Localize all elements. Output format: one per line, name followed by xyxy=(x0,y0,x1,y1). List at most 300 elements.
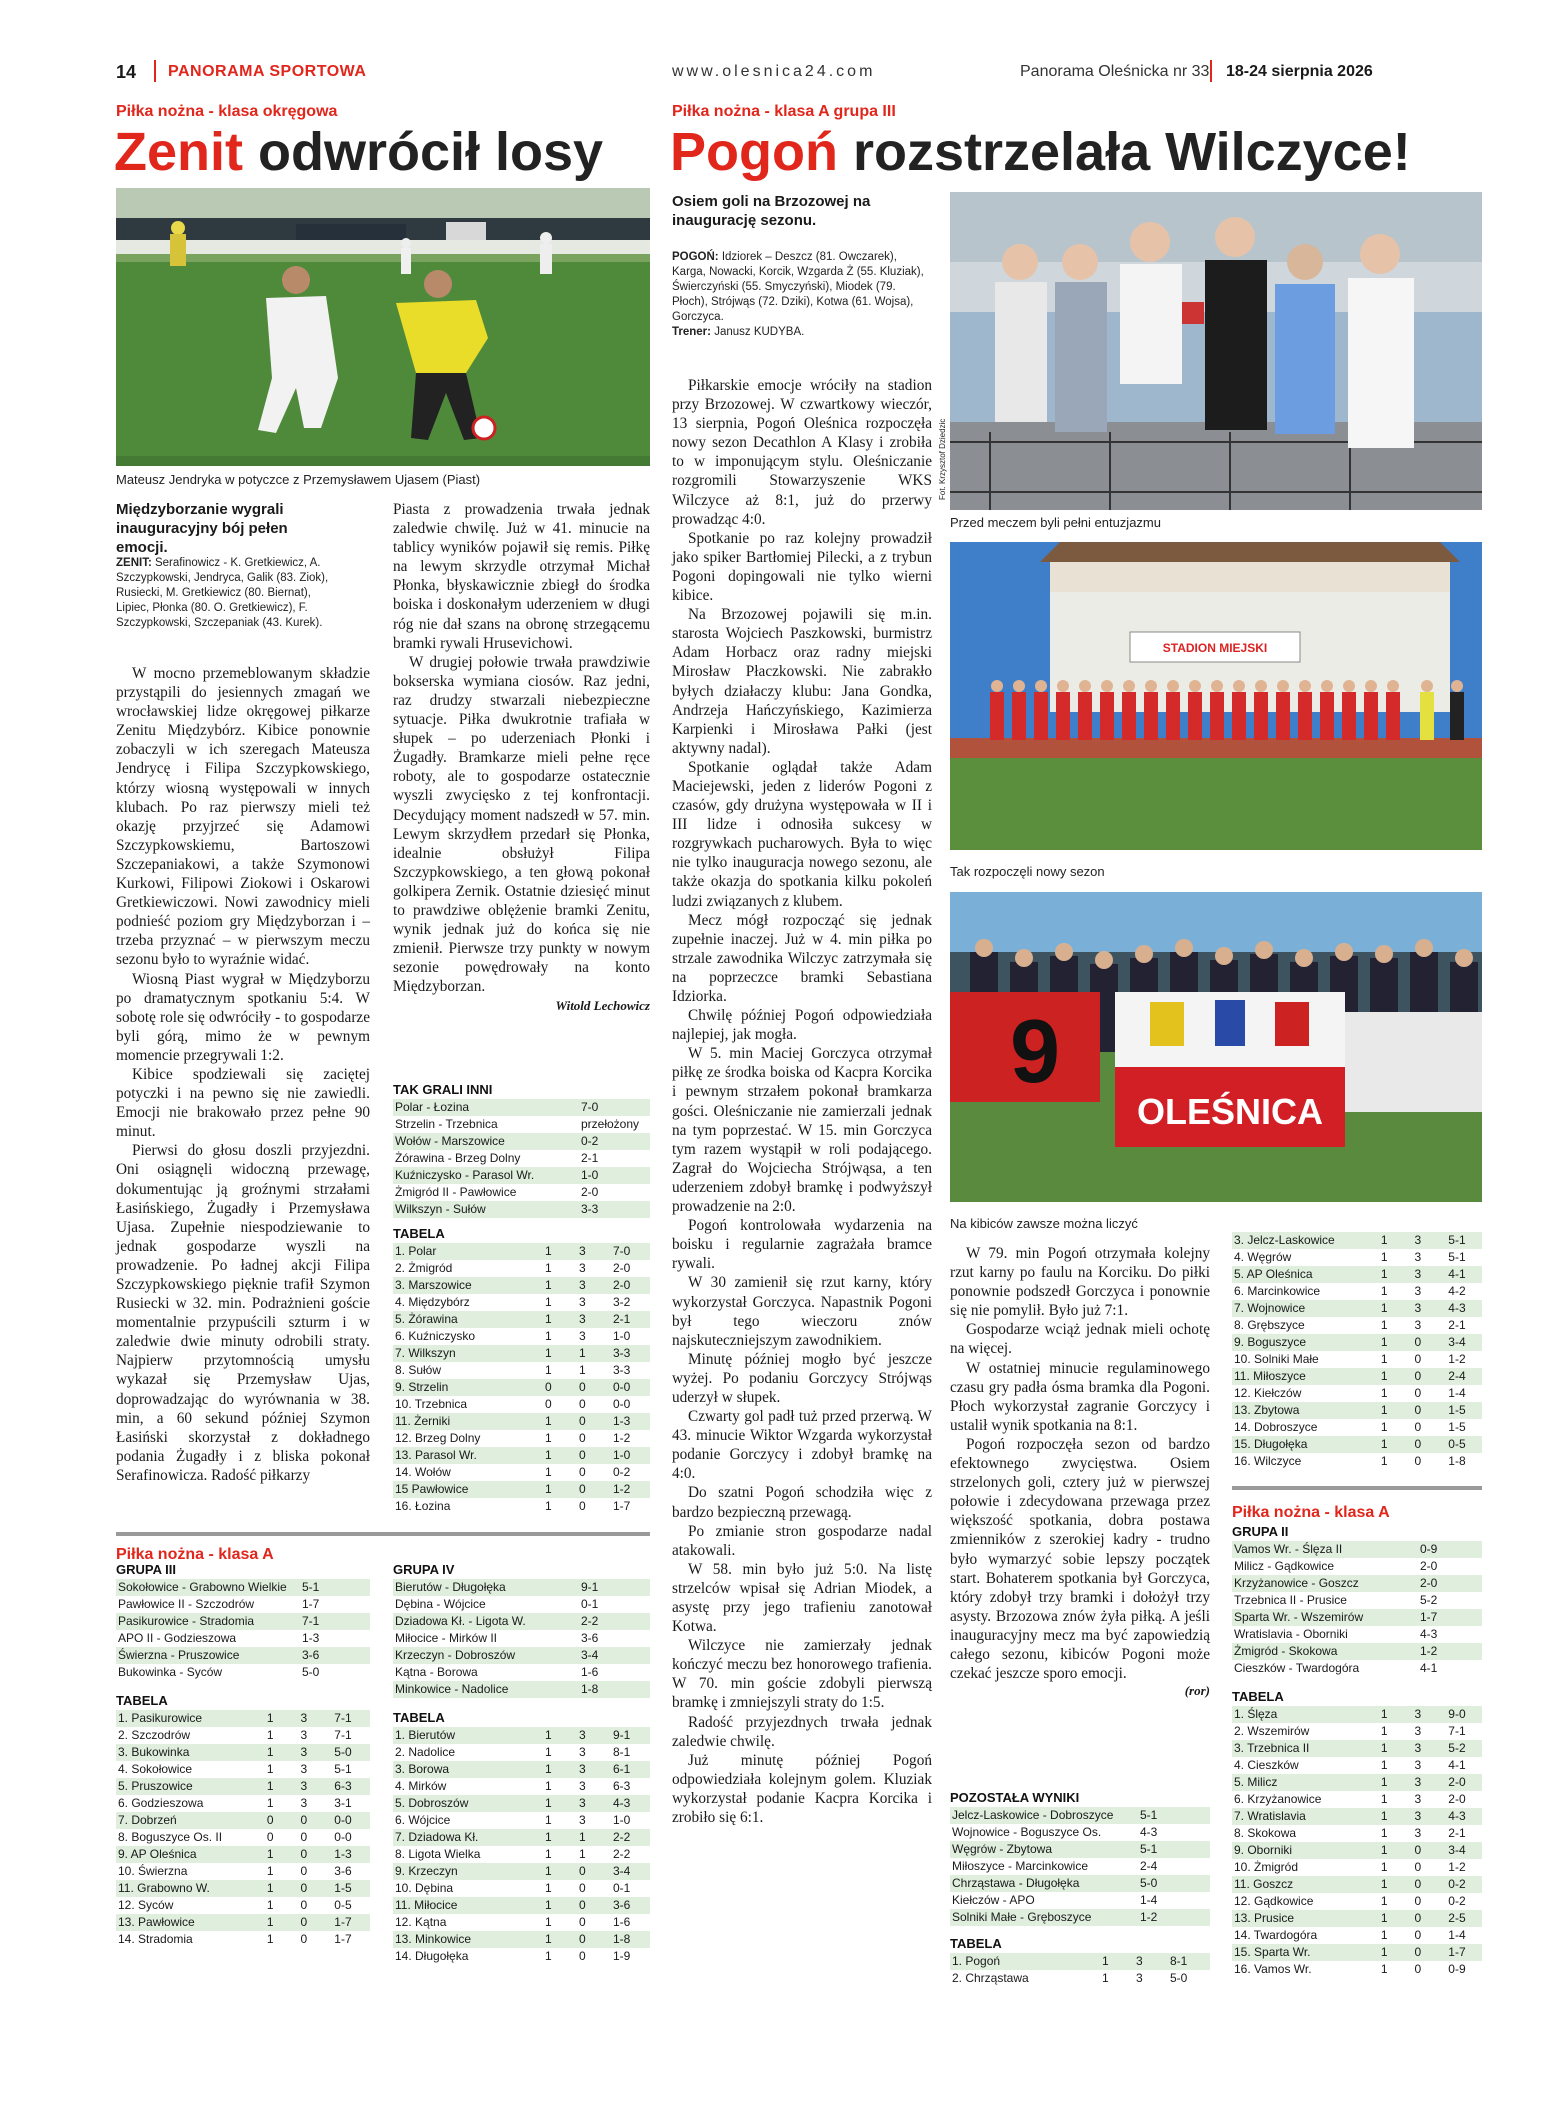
played: 1 xyxy=(545,1312,552,1326)
match: Cieszków - Twardogóra xyxy=(1234,1661,1360,1675)
score: 0-9 xyxy=(1420,1542,1438,1556)
played: 1 xyxy=(1380,1420,1388,1434)
played: 1 xyxy=(1380,1403,1388,1417)
points: 0 xyxy=(300,1830,308,1844)
match: Minkowice - Nadolice xyxy=(395,1682,509,1696)
played: 1 xyxy=(266,1728,274,1742)
points: 0 xyxy=(1414,1335,1422,1349)
points: 3 xyxy=(1414,1741,1422,1755)
table-row xyxy=(393,1328,650,1345)
result-row xyxy=(1232,1575,1482,1592)
result-row xyxy=(950,1892,1210,1909)
team: 5. Żórawina xyxy=(395,1312,458,1326)
match: Sokołowice - Grabowno Wielkie xyxy=(118,1580,287,1594)
goals: 1-8 xyxy=(613,1932,631,1946)
goals: 1-9 xyxy=(613,1949,631,1963)
played: 1 xyxy=(545,1244,552,1258)
match: Vamos Wr. - Ślęza II xyxy=(1234,1542,1343,1556)
table-row xyxy=(1232,1961,1482,1978)
banner-text: OLEŚNICA xyxy=(1136,1091,1324,1132)
points: 3 xyxy=(300,1762,308,1776)
team: 13. Minkowice xyxy=(395,1932,472,1946)
team: 14. Długołęka xyxy=(395,1949,469,1963)
points: 3 xyxy=(579,1728,586,1742)
table-row xyxy=(1232,1859,1482,1876)
points: 0 xyxy=(579,1465,586,1479)
match: Żmigród II - Pawłowice xyxy=(395,1185,517,1199)
table-row xyxy=(393,1744,650,1761)
paragraph: Wiosną Piast wygrał w Międzyborzu po dramatycznym spotkaniu 5:4. W sobotę role się odwróciły - to gospodarze byli górą, mimo że w pewnym momencie przegrywali 1:2. xyxy=(116,970,370,1064)
pogon-headline xyxy=(670,124,1411,180)
points: 3 xyxy=(579,1779,586,1793)
result-row xyxy=(116,1664,370,1681)
match: Pasikurowice - Stradomia xyxy=(118,1614,255,1628)
table-row xyxy=(116,1829,370,1846)
score: 5-1 xyxy=(1140,1842,1158,1856)
pogon-table-cont xyxy=(1232,1232,1482,1470)
goals: 7-1 xyxy=(334,1728,352,1742)
pogon-table-title: TABELA xyxy=(950,1936,1002,1951)
goals: 3-3 xyxy=(613,1346,631,1360)
points: 0 xyxy=(579,1881,586,1895)
result-row xyxy=(393,1647,650,1664)
team: 8. Skokowa xyxy=(1234,1826,1297,1840)
points: 0 xyxy=(579,1915,586,1929)
result-row xyxy=(1232,1626,1482,1643)
table-row xyxy=(116,1744,370,1761)
match: Świerzna - Pruszowice xyxy=(118,1648,240,1662)
table-row xyxy=(1232,1944,1482,1961)
team: 14. Wołów xyxy=(395,1465,451,1479)
result-row xyxy=(393,1167,650,1184)
points: 1 xyxy=(579,1363,586,1377)
played: 1 xyxy=(545,1482,552,1496)
played: 1 xyxy=(1380,1724,1388,1738)
table-row xyxy=(393,1948,650,1965)
goals: 2-0 xyxy=(613,1278,631,1292)
goals: 1-2 xyxy=(613,1431,631,1445)
score: 1-0 xyxy=(581,1168,599,1182)
played: 1 xyxy=(1380,1962,1388,1976)
results-title: TAK GRALI INNI xyxy=(393,1082,493,1097)
table-row xyxy=(1232,1402,1482,1419)
table-row xyxy=(393,1812,650,1829)
goals: 4-1 xyxy=(1448,1267,1466,1281)
score: 4-3 xyxy=(1140,1825,1158,1839)
points: 0 xyxy=(1414,1843,1422,1857)
table-row xyxy=(393,1914,650,1931)
score: 3-6 xyxy=(302,1648,320,1662)
table-row xyxy=(950,1970,1210,1987)
result-row xyxy=(950,1841,1210,1858)
points: 3 xyxy=(579,1261,586,1275)
points: 0 xyxy=(300,1813,308,1827)
match: Krzeczyn - Dobroszów xyxy=(395,1648,516,1662)
page-header xyxy=(116,58,1441,88)
played: 1 xyxy=(545,1779,552,1793)
points: 3 xyxy=(579,1312,586,1326)
result-row xyxy=(393,1596,650,1613)
played: 1 xyxy=(1380,1877,1388,1891)
played: 1 xyxy=(545,1881,552,1895)
played: 1 xyxy=(545,1864,552,1878)
goals: 1-0 xyxy=(613,1329,631,1343)
table-row xyxy=(116,1761,370,1778)
team: 10. Żmigród xyxy=(1234,1860,1299,1874)
played: 1 xyxy=(545,1448,552,1462)
points: 0 xyxy=(579,1932,586,1946)
played: 1 xyxy=(1380,1860,1388,1874)
goals: 2-1 xyxy=(1448,1826,1466,1840)
zenit-results xyxy=(393,1076,650,1515)
team: 14. Twardogóra xyxy=(1234,1928,1318,1942)
page-number: 14 xyxy=(116,62,137,82)
goals: 7-0 xyxy=(613,1244,631,1258)
goals: 3-4 xyxy=(1448,1335,1466,1349)
goals: 3-6 xyxy=(334,1864,352,1878)
score: 2-0 xyxy=(1420,1559,1438,1573)
pogon-author: (ror) xyxy=(1184,1683,1210,1699)
goals: 0-1 xyxy=(613,1881,631,1895)
table-row xyxy=(393,1829,650,1846)
paragraph: Do szatni Pogoń schodziła więc z bardzo bezpieczną przewagą. xyxy=(672,1484,932,1521)
match: Pawłowice II - Szczodrów xyxy=(118,1597,255,1611)
points: 0 xyxy=(1414,1860,1422,1874)
zenit-photo xyxy=(116,188,650,466)
zenit-headline-rest: odwrócił losy xyxy=(243,122,604,182)
table-row xyxy=(393,1778,650,1795)
team: 5. Milicz xyxy=(1234,1775,1278,1789)
result-row xyxy=(393,1133,650,1150)
points: 0 xyxy=(579,1898,586,1912)
section-divider xyxy=(1232,1486,1482,1490)
goals: 1-6 xyxy=(613,1915,631,1929)
played: 1 xyxy=(545,1414,552,1428)
goals: 3-4 xyxy=(1448,1843,1466,1857)
zenit-headline xyxy=(114,124,603,180)
goals: 2-5 xyxy=(1448,1911,1466,1925)
played: 1 xyxy=(545,1847,552,1861)
goals: 1-7 xyxy=(613,1499,631,1513)
goals: 5-1 xyxy=(1448,1233,1466,1247)
pogon-table-rows-b xyxy=(1232,1232,1482,1470)
played: 1 xyxy=(1380,1792,1388,1806)
result-row xyxy=(393,1630,650,1647)
points: 3 xyxy=(1414,1775,1422,1789)
team: 1. Pasikurowice xyxy=(118,1711,203,1725)
team: 9. AP Oleśnica xyxy=(118,1847,197,1861)
team: 11. Grabowno W. xyxy=(118,1881,210,1895)
result-row xyxy=(950,1875,1210,1892)
paragraph: W ostatniej minucie regulaminowego czasu gry padła ósma bramka dla Pogoni. Płoch wykorzystał zagranie Gorczycy i ustalił wynik spotkania na 8:1. xyxy=(950,1359,1210,1434)
section-divider xyxy=(116,1532,650,1536)
played: 0 xyxy=(545,1380,552,1394)
team: 5. Pruszowice xyxy=(118,1779,193,1793)
points: 0 xyxy=(1414,1403,1422,1417)
goals: 1-7 xyxy=(1448,1945,1466,1959)
stadium-sign: STADION MIEJSKI xyxy=(1162,641,1268,655)
team: 4. Międzybórz xyxy=(395,1295,470,1309)
score: 2-2 xyxy=(581,1614,599,1628)
points: 0 xyxy=(579,1949,586,1963)
match: Chrząstawa - Długołęka xyxy=(952,1876,1080,1890)
table-row xyxy=(1232,1266,1482,1283)
paragraph: Mecz mógł rozpocząć się jednak zupełnie inaczej. Już w 4. min piłka po strzale zawodnika Wilczyc zatrzymała się na poprzeczce bramki Sebastiana Idziorka. xyxy=(672,911,932,1005)
table-row xyxy=(1232,1876,1482,1893)
points: 0 xyxy=(1414,1911,1422,1925)
points: 3 xyxy=(579,1329,586,1343)
pogon-headline-red: Pogoń xyxy=(670,122,838,182)
pogon-lead: Osiem goli na Brzozowej na inaugurację sezonu. xyxy=(672,193,871,229)
team: 6. Godzieszowa xyxy=(118,1796,204,1810)
score: 1-3 xyxy=(302,1631,320,1645)
goals: 0-2 xyxy=(1448,1894,1466,1908)
paragraph: W 30 zamienił się rzut karny, który wykorzystał Gorczyca. Napastnik Pogoni był tego wieczoru znów najskuteczniejszym zawodnikiem. xyxy=(672,1274,932,1349)
team: 10. Trzebnica xyxy=(395,1397,468,1411)
match: Wilkszyn - Sułów xyxy=(395,1202,486,1216)
score: 2-4 xyxy=(1140,1859,1158,1873)
group3-block xyxy=(116,1562,370,1948)
played: 1 xyxy=(545,1465,552,1479)
goals: 2-4 xyxy=(1448,1369,1466,1383)
match: Wojnowice - Boguszyce Os. xyxy=(952,1825,1102,1839)
team: 8. Sułów xyxy=(395,1363,442,1377)
points: 0 xyxy=(300,1932,308,1946)
goals: 6-3 xyxy=(613,1779,631,1793)
zenit-body-col1 xyxy=(116,664,370,1485)
table-row xyxy=(393,1846,650,1863)
zenit-author: Witold Lechowicz xyxy=(555,998,650,1014)
paragraph: Pierwsi do głosu doszli przyjezdni. Oni osiągnęli widoczną przewagę, dokumentując ją groźnymi strzałami Łasińskiego, Żugadły i Przemysława Ujasa. Zupełnie niespodziewanie to jednak gospodarze wyszli na prowadzenie. Po ładnej akcji Filipa Szczypkowskiego pięknie trafił Szymon Rusiecki w 32. min. Podrażnieni goście momentalnie przypuścili szturm i w zaledwie dwie minuty odrobili straty. Najpierw przytomnością umysłu wykazał się Przemysław Ujas, doprowadzając do wyrównania w 38. min, a 60 sekund później Szymon Łasiński skorzystał z dokładnego podania Żugadły i z bliska pokonał Serafinowicza. Radość piłkarzy xyxy=(116,1142,370,1484)
points: 0 xyxy=(1414,1894,1422,1908)
group2-title: GRUPA II xyxy=(1232,1524,1289,1539)
table-row xyxy=(1232,1893,1482,1910)
goals: 4-2 xyxy=(1448,1284,1466,1298)
score: 3-3 xyxy=(581,1202,599,1216)
points: 3 xyxy=(1414,1318,1422,1332)
played: 1 xyxy=(545,1499,552,1513)
pogon-photo-officials xyxy=(950,192,1482,510)
played: 1 xyxy=(266,1932,274,1946)
team: 10. Solniki Małe xyxy=(1234,1352,1319,1366)
team: 11. Miłocice xyxy=(395,1898,458,1912)
points: 0 xyxy=(1414,1437,1422,1451)
played: 1 xyxy=(1380,1233,1388,1247)
points: 0 xyxy=(579,1482,586,1496)
issue-date: 18-24 sierpnia 2026 xyxy=(1226,63,1373,80)
points: 3 xyxy=(1414,1301,1422,1315)
goals: 2-1 xyxy=(1448,1318,1466,1332)
points: 0 xyxy=(579,1499,586,1513)
team: 3. Trzebnica II xyxy=(1234,1741,1310,1755)
table-row xyxy=(1232,1808,1482,1825)
score: przełożony xyxy=(581,1117,640,1131)
team: 7. Wratislavia xyxy=(1234,1809,1306,1823)
goals: 5-0 xyxy=(1170,1971,1188,1985)
pogon-caption-3: Na kibiców zawsze można liczyć xyxy=(950,1216,1138,1231)
team: 8. Boguszyce Os. II xyxy=(118,1830,223,1844)
table-row xyxy=(393,1396,650,1413)
paragraph: Pogoń kontrolowała wydarzenia na boisku i regularnie zagrażała bramce rywali. xyxy=(672,1217,932,1273)
pogon-lineup-text: Idziorek – Deszcz (81. Owczarek), Karga, Nowacki, Korcik, Wzgarda Ż (55. Kluziak), Świerczyński (55. Smyczyński), Miodek (79. Płoch), Strójwąs (72. Dziki), Kotwa (61. Wojsa), Gorczyca. xyxy=(672,251,924,323)
match: Strzelin - Trzebnica xyxy=(395,1117,498,1131)
team: 6. Wójcice xyxy=(395,1813,451,1827)
result-row xyxy=(393,1613,650,1630)
table-row xyxy=(393,1481,650,1498)
team: 2. Wszemirów xyxy=(1234,1724,1310,1738)
table-row xyxy=(116,1897,370,1914)
pogon-lineup-label: POGOŃ: xyxy=(672,251,719,263)
points: 0 xyxy=(300,1915,308,1929)
points: 3 xyxy=(579,1295,586,1309)
goals: 0-2 xyxy=(1448,1877,1466,1891)
goals: 0-5 xyxy=(1448,1437,1466,1451)
played: 1 xyxy=(1380,1843,1388,1857)
points: 0 xyxy=(579,1397,586,1411)
table-row xyxy=(393,1311,650,1328)
result-row xyxy=(1232,1558,1482,1575)
played: 1 xyxy=(1380,1318,1388,1332)
played: 1 xyxy=(1380,1369,1388,1383)
goals: 5-2 xyxy=(1448,1741,1466,1755)
table-row xyxy=(393,1897,650,1914)
played: 1 xyxy=(545,1329,552,1343)
match: Solniki Małe - Gręboszyce xyxy=(952,1910,1092,1924)
table-row xyxy=(116,1778,370,1795)
match: Żórawina - Brzeg Dolny xyxy=(395,1151,521,1165)
table-rows xyxy=(393,1243,650,1515)
paragraph: Czwarty gol padł tuż przed przerwą. W 43. minucie Wiktor Wzgarda wykorzystał podanie Gorczycy i zdobył bramkę na 4:0. xyxy=(672,1408,932,1483)
paragraph: Już minutę później Pogoń odpowiedziała kolejnym golem. Kluziak wykorzystał podanie Kacpra Korcika i zrobiło się 6:1. xyxy=(672,1751,932,1827)
points: 3 xyxy=(300,1711,308,1725)
goals: 0-2 xyxy=(613,1465,631,1479)
table-row xyxy=(1232,1791,1482,1808)
result-row xyxy=(393,1579,650,1596)
svg-text:9: 9 xyxy=(1010,1002,1061,1102)
result-row xyxy=(116,1596,370,1613)
goals: 2-0 xyxy=(1448,1792,1466,1806)
team: 5. AP Oleśnica xyxy=(1234,1267,1313,1281)
match: Wołów - Marszowice xyxy=(395,1134,505,1148)
goals: 1-2 xyxy=(1448,1860,1466,1874)
played: 1 xyxy=(266,1796,274,1810)
score: 5-2 xyxy=(1420,1593,1438,1607)
team: 12. Gądkowice xyxy=(1234,1894,1314,1908)
team: 13. Parasol Wr. xyxy=(395,1448,477,1462)
points: 1 xyxy=(579,1830,586,1844)
pogon-headline-rest: rozstrzelała Wilczyce! xyxy=(837,122,1411,182)
played: 1 xyxy=(1102,1954,1109,1968)
table-row xyxy=(1232,1300,1482,1317)
played: 1 xyxy=(1380,1352,1388,1366)
table-row xyxy=(1232,1385,1482,1402)
photo-credit: Fot. Krzysztof Dziedzic xyxy=(938,418,947,500)
zenit-lineup-text: Serafinowicz - K. Gretkiewicz, A. Szczypkowski, Jendryca, Galik (83. Ziok), Rusiecki, M. Gretkiewicz (80. Biernat), Lipiec, Płonka (80. O. Gretkiewicz), F. Szczypkowski, Szczepaniak (43. Kurek). xyxy=(116,557,329,629)
match: Bierutów - Długołęka xyxy=(395,1580,506,1594)
points: 1 xyxy=(579,1847,586,1861)
table-row xyxy=(1232,1334,1482,1351)
group3-results xyxy=(116,1579,370,1681)
team: 7. Dobrzeń xyxy=(118,1813,177,1827)
team: 3. Borowa xyxy=(395,1762,450,1776)
paragraph: Pogoń rozpoczęła sezon od bardzo efektownego zwycięstwa. Osiem strzelonych goli, cztery już w pierwszej połowie i zdecydowana przewaga przez większość spotkania, dobra postawa zmienników z szerokiej kadry - trudno było wymarzyć sobie lepszy początek start. Bohaterem spotkania był Gorczyca, który zdobył trzy bramki i dołożył trzy asysty. Brzozowa znów żyła piłką. A jeśli inauguracyjny mecz ma być zapowiedzią całego sezonu, kibiców Pogoni może czekać jeszcze sporo emocji. xyxy=(950,1435,1210,1683)
pogon-table-rows-a xyxy=(950,1953,1210,1987)
points: 0 xyxy=(579,1380,586,1394)
points: 3 xyxy=(1414,1267,1422,1281)
team: 9. Krzeczyn xyxy=(395,1864,458,1878)
goals: 3-3 xyxy=(613,1363,631,1377)
zenit-photo-caption: Mateusz Jendryka w potyczce z Przemysławem Ujasem (Piast) xyxy=(116,472,481,487)
played: 0 xyxy=(266,1813,274,1827)
points: 3 xyxy=(1136,1954,1143,1968)
group3-table-title: TABELA xyxy=(116,1693,168,1708)
played: 1 xyxy=(1380,1437,1388,1451)
match: Węgrów - Zbytowa xyxy=(952,1842,1053,1856)
team: 12. Syców xyxy=(118,1898,174,1912)
pogon-body-col2 xyxy=(950,1244,1210,1699)
paragraph: W 79. min Pogoń otrzymała kolejny rzut karny po faulu na Korciku. Do piłki ponownie podszedł Gorczyca i ponownie się nie pomylił. Było już 7:1. xyxy=(950,1245,1210,1320)
points: 0 xyxy=(579,1448,586,1462)
result-row xyxy=(393,1201,650,1218)
points: 0 xyxy=(1414,1352,1422,1366)
pogon-photo-fans xyxy=(950,892,1482,1202)
played: 0 xyxy=(545,1397,552,1411)
match: Trzebnica II - Prusice xyxy=(1234,1593,1347,1607)
points: 3 xyxy=(579,1745,586,1759)
table-row xyxy=(1232,1249,1482,1266)
table-row xyxy=(1232,1706,1482,1723)
points: 0 xyxy=(1414,1928,1422,1942)
match: Dziadowa Kł. - Ligota W. xyxy=(395,1614,526,1628)
points: 3 xyxy=(579,1244,586,1258)
paragraph: W 5. min Maciej Gorczyca otrzymał piłkę ze środka boiska od Kacpra Korcika i pewnym strzałem pokonał bramkarza gości. Oleśniczanie nie zamierzali jednak na tym poprzestać. W 15. min Gorczyca tym razem wystąpił w roli podającego. Zagrał do Wojciecha Strójwąsa, a ten uderzeniem zdobył bramkę i podwyższył prowadzenie na 2:0. xyxy=(672,1045,932,1216)
goals: 0-0 xyxy=(334,1830,352,1844)
site-url[interactable]: www.olesnica24.com xyxy=(672,63,876,80)
played: 1 xyxy=(266,1762,274,1776)
result-row xyxy=(393,1150,650,1167)
result-row xyxy=(116,1647,370,1664)
team: 3. Marszowice xyxy=(395,1278,472,1292)
played: 1 xyxy=(545,1762,552,1776)
goals: 8-1 xyxy=(613,1745,631,1759)
played: 1 xyxy=(1380,1945,1388,1959)
points: 3 xyxy=(1136,1971,1143,1985)
played: 1 xyxy=(1380,1267,1388,1281)
points: 1 xyxy=(579,1346,586,1360)
played: 1 xyxy=(1380,1928,1388,1942)
played: 1 xyxy=(266,1847,274,1861)
result-row xyxy=(116,1613,370,1630)
pogon-rest-results xyxy=(950,1784,1210,1987)
points: 3 xyxy=(1414,1724,1422,1738)
goals: 0-0 xyxy=(334,1813,352,1827)
pogon-kicker: Piłka nożna - klasa A grupa III xyxy=(672,103,896,120)
table-row xyxy=(1232,1453,1482,1470)
points: 3 xyxy=(300,1728,308,1742)
goals: 0-9 xyxy=(1448,1962,1466,1976)
team: 4. Węgrów xyxy=(1234,1250,1292,1264)
paragraph: Kibice spodziewali się zaciętej potyczki i na pewno się nie zawiedli. Emocji nie brakowało przez pełne 90 minut. xyxy=(116,1065,370,1141)
section-title: PANORAMA SPORTOWA xyxy=(168,63,367,80)
points: 0 xyxy=(300,1898,308,1912)
points: 3 xyxy=(300,1779,308,1793)
played: 1 xyxy=(1380,1707,1388,1721)
result-row xyxy=(393,1116,650,1133)
team: 11. Żerniki xyxy=(395,1414,451,1428)
table-row xyxy=(1232,1723,1482,1740)
table-row xyxy=(393,1277,650,1294)
table-row xyxy=(393,1795,650,1812)
